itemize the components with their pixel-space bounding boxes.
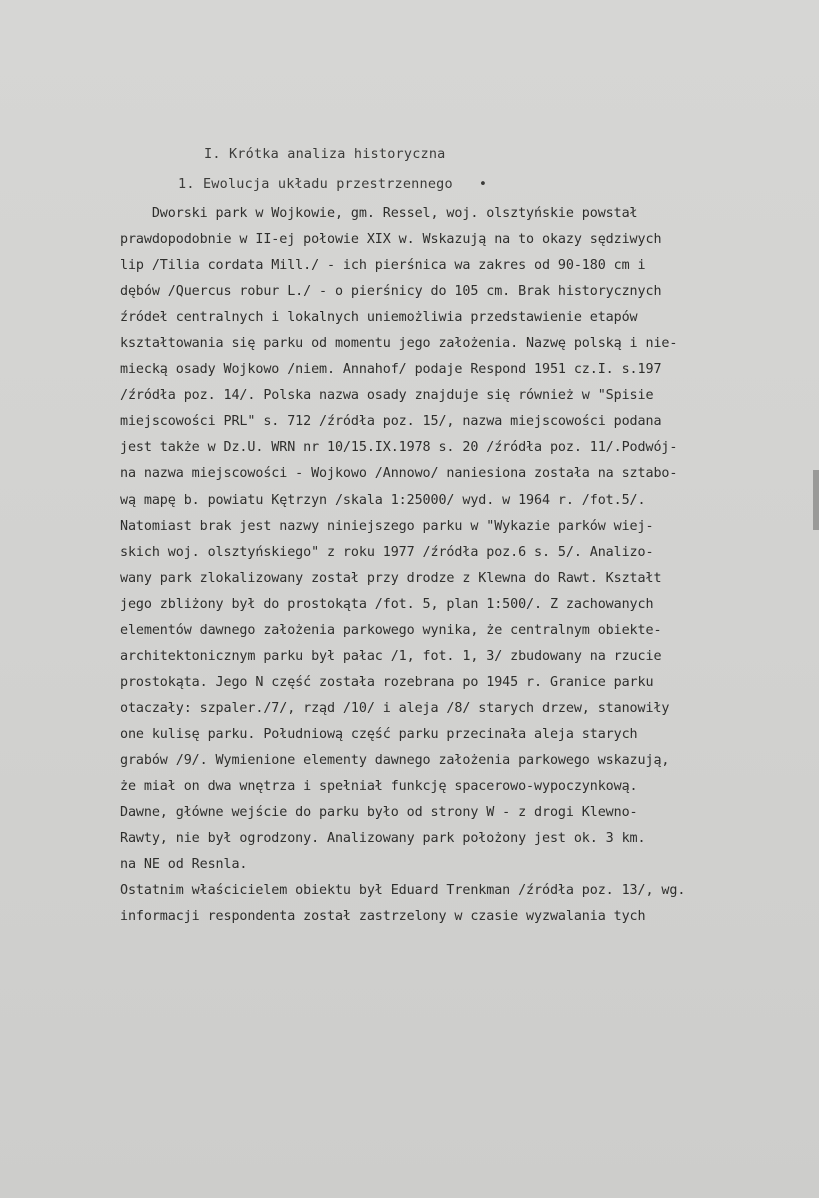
text-line: skich woj. olsztyńskiego" z roku 1977 /źródła poz.6 s. 5/. Analizo- xyxy=(120,544,654,560)
text-line: Natomiast brak jest nazwy niniejszego parku w "Wykazie parków wiej- xyxy=(120,518,654,534)
text-line: miejscowości PRL" s. 712 /źródła poz. 15/, nazwa miejscowości podana xyxy=(120,414,662,430)
text-line: Ostatnim właścicielem obiektu był Eduard Trenkman /źródła poz. 13/, wg. xyxy=(120,883,686,899)
subsection-title-text: 1. Ewolucja układu przestrzennego xyxy=(178,176,453,192)
text-line: Rawty, nie był ogrodzony. Analizowany park położony jest ok. 3 km. xyxy=(120,831,646,847)
text-line: one kulisę parku. Południową część parku przecinała aleja starych xyxy=(120,726,638,742)
text-line: /źródła poz. 14/. Polska nazwa osady znajduje się również w "Spisie xyxy=(120,388,654,404)
text-line: że miał on dwa wnętrza i spełniał funkcję spacerowo-wypoczynkową. xyxy=(120,779,638,795)
text-line: wany park zlokalizowany został przy drodze z Klewna do Rawt. Kształt xyxy=(120,570,662,586)
text-line: prawdopodobnie w II-ej połowie XIX w. Wskazują na to okazy sędziwych xyxy=(120,232,662,248)
text-line: wą mapę b. powiatu Kętrzyn /skala 1:25000/ wyd. w 1964 r. /fot.5/. xyxy=(120,492,646,508)
text-line: Dworski park w Wojkowie, gm. Ressel, woj. olsztyńskie powstał xyxy=(120,206,638,221)
text-line: Dawne, główne wejście do parku było od strony W - z drogi Klewno- xyxy=(120,805,638,821)
text-line: otaczały: szpaler./7/, rząd /10/ i aleja /8/ starych drzew, stanowiły xyxy=(120,700,670,716)
text-line: jest także w Dz.U. WRN nr 10/15.IX.1978 s. 20 /źródła poz. 11/.Podwój- xyxy=(120,440,678,456)
text-line: informacji respondenta został zastrzelony w czasie wyzwalania tych xyxy=(120,909,646,925)
text-line: źródeł centralnych i lokalnych uniemożliwia przedstawienie etapów xyxy=(120,310,638,326)
subsection-mark: • xyxy=(478,176,488,192)
page-edge-shadow xyxy=(813,470,819,530)
text-line: lip /Tilia cordata Mill./ - ich pierśnica wa zakres od 90-180 cm i xyxy=(120,258,646,274)
text-line: elementów dawnego założenia parkowego wynika, że centralnym obiekte- xyxy=(120,622,662,638)
section-title: I. Krótka analiza historyczna xyxy=(204,146,446,162)
text-line: jego zbliżony był do prostokąta /fot. 5, plan 1:500/. Z zachowanych xyxy=(120,596,654,612)
text-line: na nazwa miejscowości - Wojkowo /Annowo/ naniesiona została na sztabo- xyxy=(120,466,678,482)
text-line: prostokąta. Jego N część została rozebrana po 1945 r. Granice parku xyxy=(120,674,654,690)
text-line: na NE od Resnla. xyxy=(120,857,248,873)
text-line: grabów /9/. Wymienione elementy dawnego założenia parkowego wskazują, xyxy=(120,752,670,768)
subsection-title xyxy=(178,176,819,192)
text-line: dębów /Quercus robur L./ - o pierśnicy do 105 cm. Brak historycznych xyxy=(120,284,662,300)
body-text xyxy=(120,201,792,930)
text-line: kształtowania się parku od momentu jego założenia. Nazwę polską i nie- xyxy=(120,336,678,352)
text-line: miecką osady Wojkowo /niem. Annahof/ podaje Respond 1951 cz.I. s.197 xyxy=(120,362,662,378)
text-line: architektonicznym parku był pałac /1, fot. 1, 3/ zbudowany na rzucie xyxy=(120,648,662,664)
